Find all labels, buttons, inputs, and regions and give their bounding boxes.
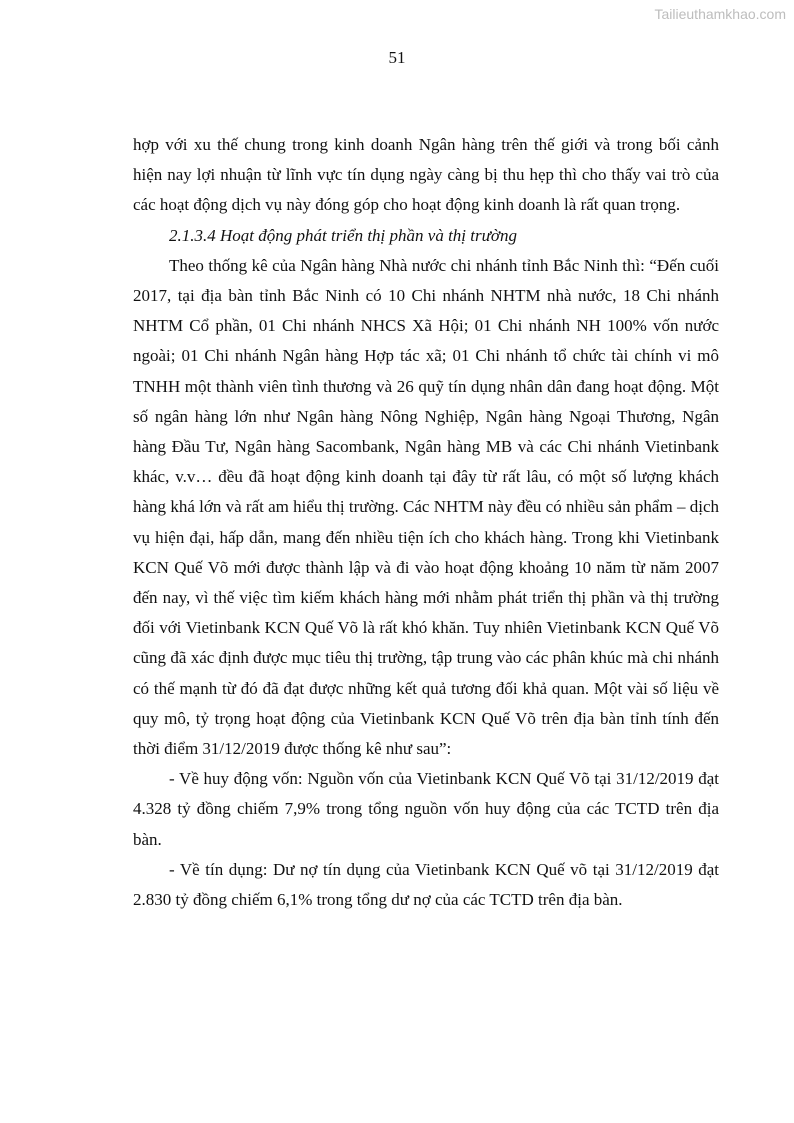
paragraph-continuation: hợp với xu thế chung trong kinh doanh Ngân hàng trên thế giới và trong bối cảnh hiện nay lợi nhuận từ lĩnh vực tín dụng ngày càng bị thu hẹp thì cho thấy vai trò của các hoạt động dịch vụ này đóng góp cho hoạt động kinh doanh là rất quan trọng. [133,135,719,215]
page-number: 51 [388,48,406,67]
section-heading: 2.1.3.4 Hoạt động phát triển thị phần và thị trường [169,225,517,245]
watermark: Tailieuthamkhao.com [654,6,786,22]
bullet-capital-mobilization: - Về huy động vốn: Nguồn vốn của Vietinbank KCN Quế Võ tại 31/12/2019 đạt 4.328 tỷ đồng chiếm 7,9% trong tổng nguồn vốn huy động của các TCTD trên địa bàn. [133,769,719,849]
document-body [133,130,719,915]
bullet-credit: - Về tín dụng: Dư nợ tín dụng của Vietinbank KCN Quế võ tại 31/12/2019 đạt 2.830 tỷ đồng chiếm 6,1% trong tổng dư nợ của các TCTD trên địa bàn. [133,859,719,910]
paragraph-statistics: Theo thống kê của Ngân hàng Nhà nước chi nhánh tỉnh Bắc Ninh thì: “Đến cuối 2017, tại địa bàn tỉnh Bắc Ninh có 10 Chi nhánh NHTM nhà nước, 18 Chi nhánh NHTM Cổ phần, 01 Chi nhánh NHCS Xã Hội; 01 Chi nhánh NH 100% vốn nước ngoài; 01 Chi nhánh Ngân hàng Hợp tác xã; 01 Chi nhánh tổ chức tài chính vi mô TNHH một thành viên tình thương và 26 quỹ tín dụng nhân dân đang hoạt động. Một số ngân hàng lớn như Ngân hàng Nông Nghiệp, Ngân hàng Ngoại Thương, Ngân hàng Đầu Tư, Ngân hàng Sacombank, Ngân hàng MB và các Chi nhánh Vietinbank khác, v.v… đều đã hoạt động kinh doanh tại đây từ rất lâu, có một số lượng khách hàng khá lớn và rất am hiểu thị trường. Các NHTM này đều có nhiều sản phẩm – dịch vụ hiện đại, hấp dẫn, mang đến nhiều tiện ích cho khách hàng. Trong khi Vietinbank KCN Quế Võ mới được thành lập và đi vào hoạt động khoảng 10 năm từ năm 2007 đến nay, vì thế việc tìm kiếm khách hàng mới nhằm phát triển thị phần và thị trường đối với Vietinbank KCN Quế Võ là rất khó khăn. Tuy nhiên Vietinbank KCN Quế Võ cũng đã xác định được mục tiêu thị trường, tập trung vào các phân khúc mà chi nhánh có thế mạnh từ đó đã đạt được những kết quả tương đối khả quan. Một vài số liệu về quy mô, tỷ trọng hoạt động của Vietinbank KCN Quế Võ trên địa bàn tỉnh tính đến thời điểm 31/12/2019 được thống kê như sau”: [133,255,719,759]
